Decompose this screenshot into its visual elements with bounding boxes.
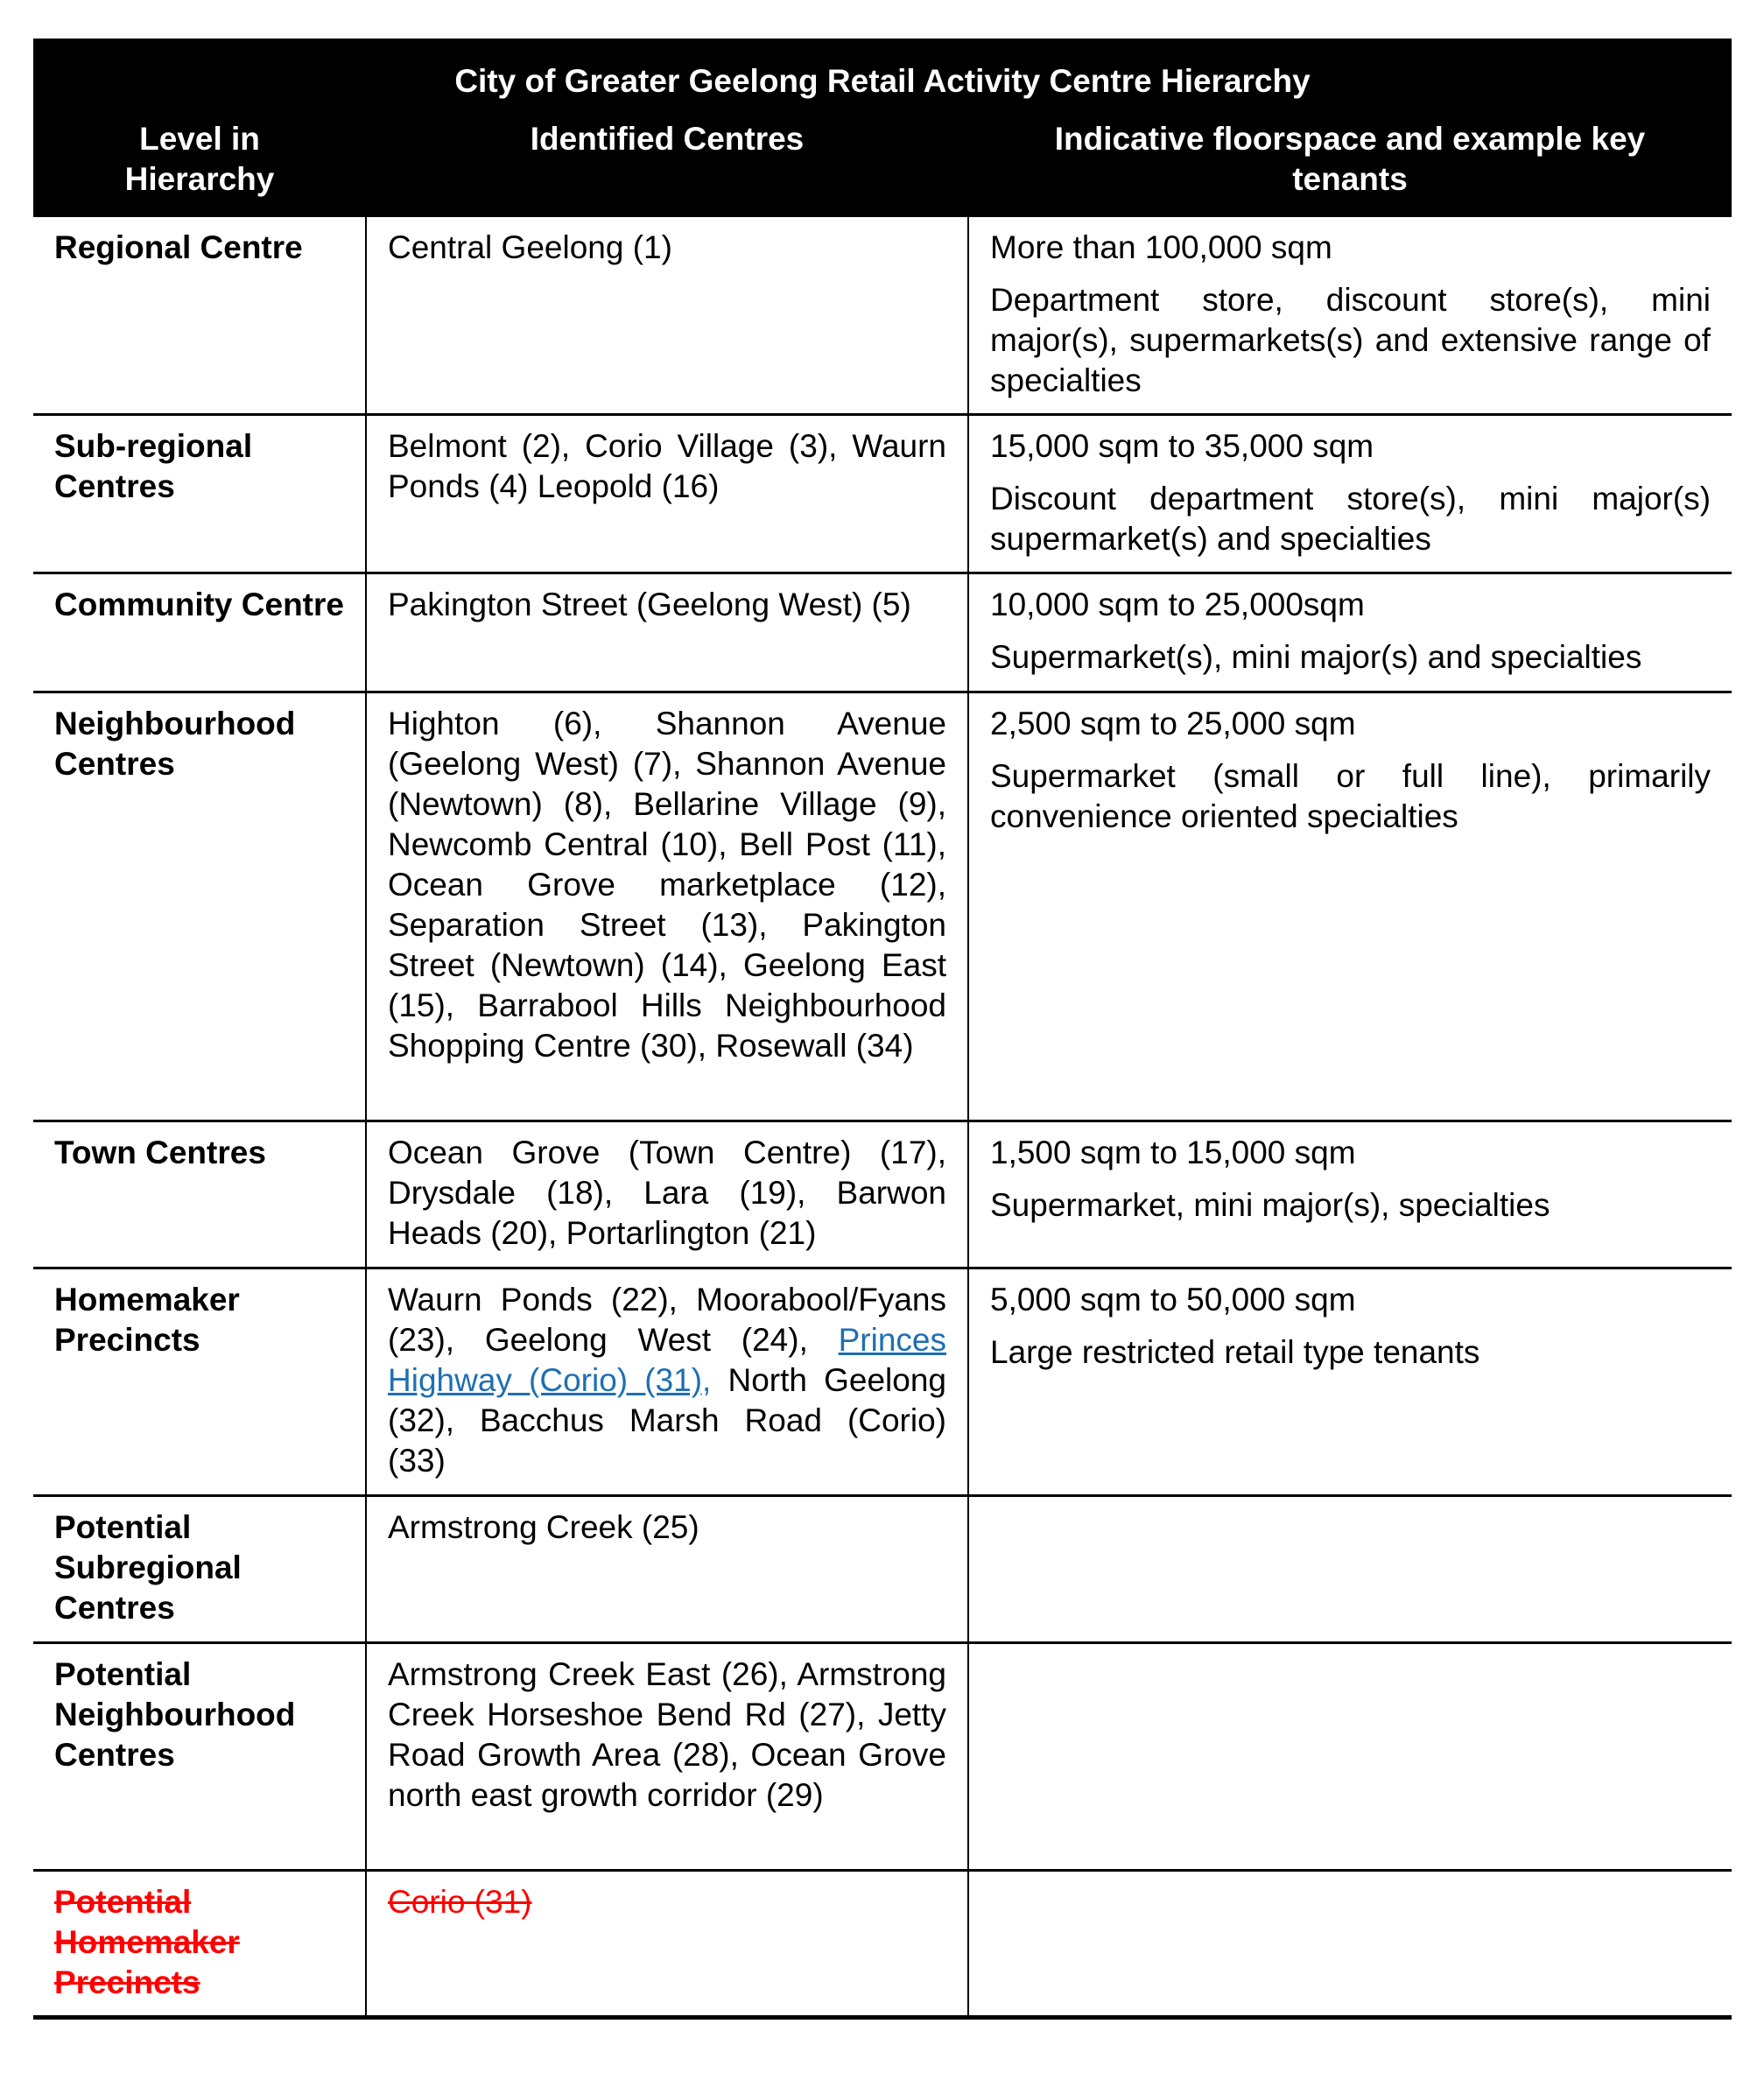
table-row-deleted (33, 1871, 1732, 2018)
row-level: Potential Subregional Centres (33, 1496, 366, 1643)
princes-highway-link[interactable]: Princes Highway (Corio) (31), (388, 1322, 946, 1398)
table-header-row (33, 109, 1732, 217)
table-row (33, 217, 1732, 415)
row-tenants: Large restricted retail type tenants (990, 1334, 1480, 1370)
table-row (33, 1268, 1732, 1496)
row-floorspace-cell (968, 692, 1732, 1121)
row-centres-before: Waurn Ponds (22), Moorabool/Fyans (23), Geelong West (24), (388, 1282, 946, 1358)
table-row (33, 1121, 1732, 1268)
header-level: Level in Hierarchy (33, 109, 366, 217)
row-tenants: Supermarket (small or full line), primarily convenience oriented specialties (990, 758, 1711, 834)
row-floorspace: 2,500 sqm to 25,000 sqm (990, 706, 1356, 741)
table-row (33, 415, 1732, 573)
row-centres: Belmont (2), Corio Village (3), Waurn Ponds (4) Leopold (16) (366, 415, 968, 573)
row-floorspace-cell (968, 1268, 1732, 1496)
row-floorspace-cell (968, 1121, 1732, 1268)
row-centres: Highton (6), Shannon Avenue (Geelong West) (7), Shannon Avenue (Newtown) (8), Bellarine Village (9), Newcomb Central (10), Bell Post (11), Ocean Grove marketplace (12), Separation Street (13), Pakington Street (Newtown) (14), Geelong East (15), Barrabool Hills Neighbourhood Shopping Centre (30), Rosewall (34) (366, 692, 968, 1121)
row-level (33, 1871, 366, 2018)
table-row (33, 573, 1732, 692)
deleted-centres-text: Corio (31) (388, 1884, 532, 1920)
row-level: Potential Neighbourhood Centres (33, 1643, 366, 1871)
row-centres-cell (366, 1871, 968, 2018)
retail-hierarchy-table (33, 39, 1732, 2020)
row-centres: Armstrong Creek (25) (366, 1496, 968, 1643)
row-floorspace: More than 100,000 sqm (990, 229, 1332, 265)
row-level: Homemaker Precincts (33, 1268, 366, 1496)
table-row (33, 1643, 1732, 1871)
table-row (33, 692, 1732, 1121)
row-level: Regional Centre (33, 217, 366, 415)
row-centres: Armstrong Creek East (26), Armstrong Creek Horseshoe Bend Rd (27), Jetty Road Growth Area (28), Ocean Grove north east growth corridor (29) (366, 1643, 968, 1871)
row-tenants: Department store, discount store(s), mini major(s), supermarkets(s) and extensive range of specialties (990, 282, 1711, 398)
row-floorspace-cell (968, 217, 1732, 415)
row-level: Sub-regional Centres (33, 415, 366, 573)
table-row (33, 1496, 1732, 1643)
row-centres-cell (366, 1268, 968, 1496)
row-floorspace-cell (968, 1643, 1732, 1871)
table-title-row (33, 39, 1732, 109)
row-tenants: Supermarket, mini major(s), specialties (990, 1187, 1550, 1223)
row-centres: Ocean Grove (Town Centre) (17), Drysdale (18), Lara (19), Barwon Heads (20), Portarlington (21) (366, 1121, 968, 1268)
row-floorspace: 10,000 sqm to 25,000sqm (990, 587, 1365, 622)
row-centres: Pakington Street (Geelong West) (5) (366, 573, 968, 692)
header-centres: Identified Centres (366, 109, 968, 217)
row-floorspace-cell (968, 1496, 1732, 1643)
row-floorspace-cell (968, 415, 1732, 573)
row-floorspace-cell (968, 573, 1732, 692)
row-floorspace: 15,000 sqm to 35,000 sqm (990, 428, 1374, 464)
row-level: Community Centre (33, 573, 366, 692)
table-title: City of Greater Geelong Retail Activity Centre Hierarchy (33, 39, 1732, 109)
row-level: Town Centres (33, 1121, 366, 1268)
row-tenants: Supermarket(s), mini major(s) and specialties (990, 639, 1642, 675)
row-centres-after: North Geelong (32), Bacchus Marsh Road (Corio) (33) (388, 1362, 946, 1479)
row-tenants: Discount department store(s), mini major(s) supermarket(s) and specialties (990, 481, 1711, 557)
row-level: Neighbourhood Centres (33, 692, 366, 1121)
row-floorspace-cell (968, 1871, 1732, 2018)
deleted-level-text: Potential Homemaker Precincts (54, 1884, 240, 2000)
row-floorspace: 5,000 sqm to 50,000 sqm (990, 1282, 1356, 1318)
header-floorspace: Indicative floorspace and example key tenants (968, 109, 1732, 217)
row-floorspace: 1,500 sqm to 15,000 sqm (990, 1135, 1356, 1170)
row-centres: Central Geelong (1) (366, 217, 968, 415)
